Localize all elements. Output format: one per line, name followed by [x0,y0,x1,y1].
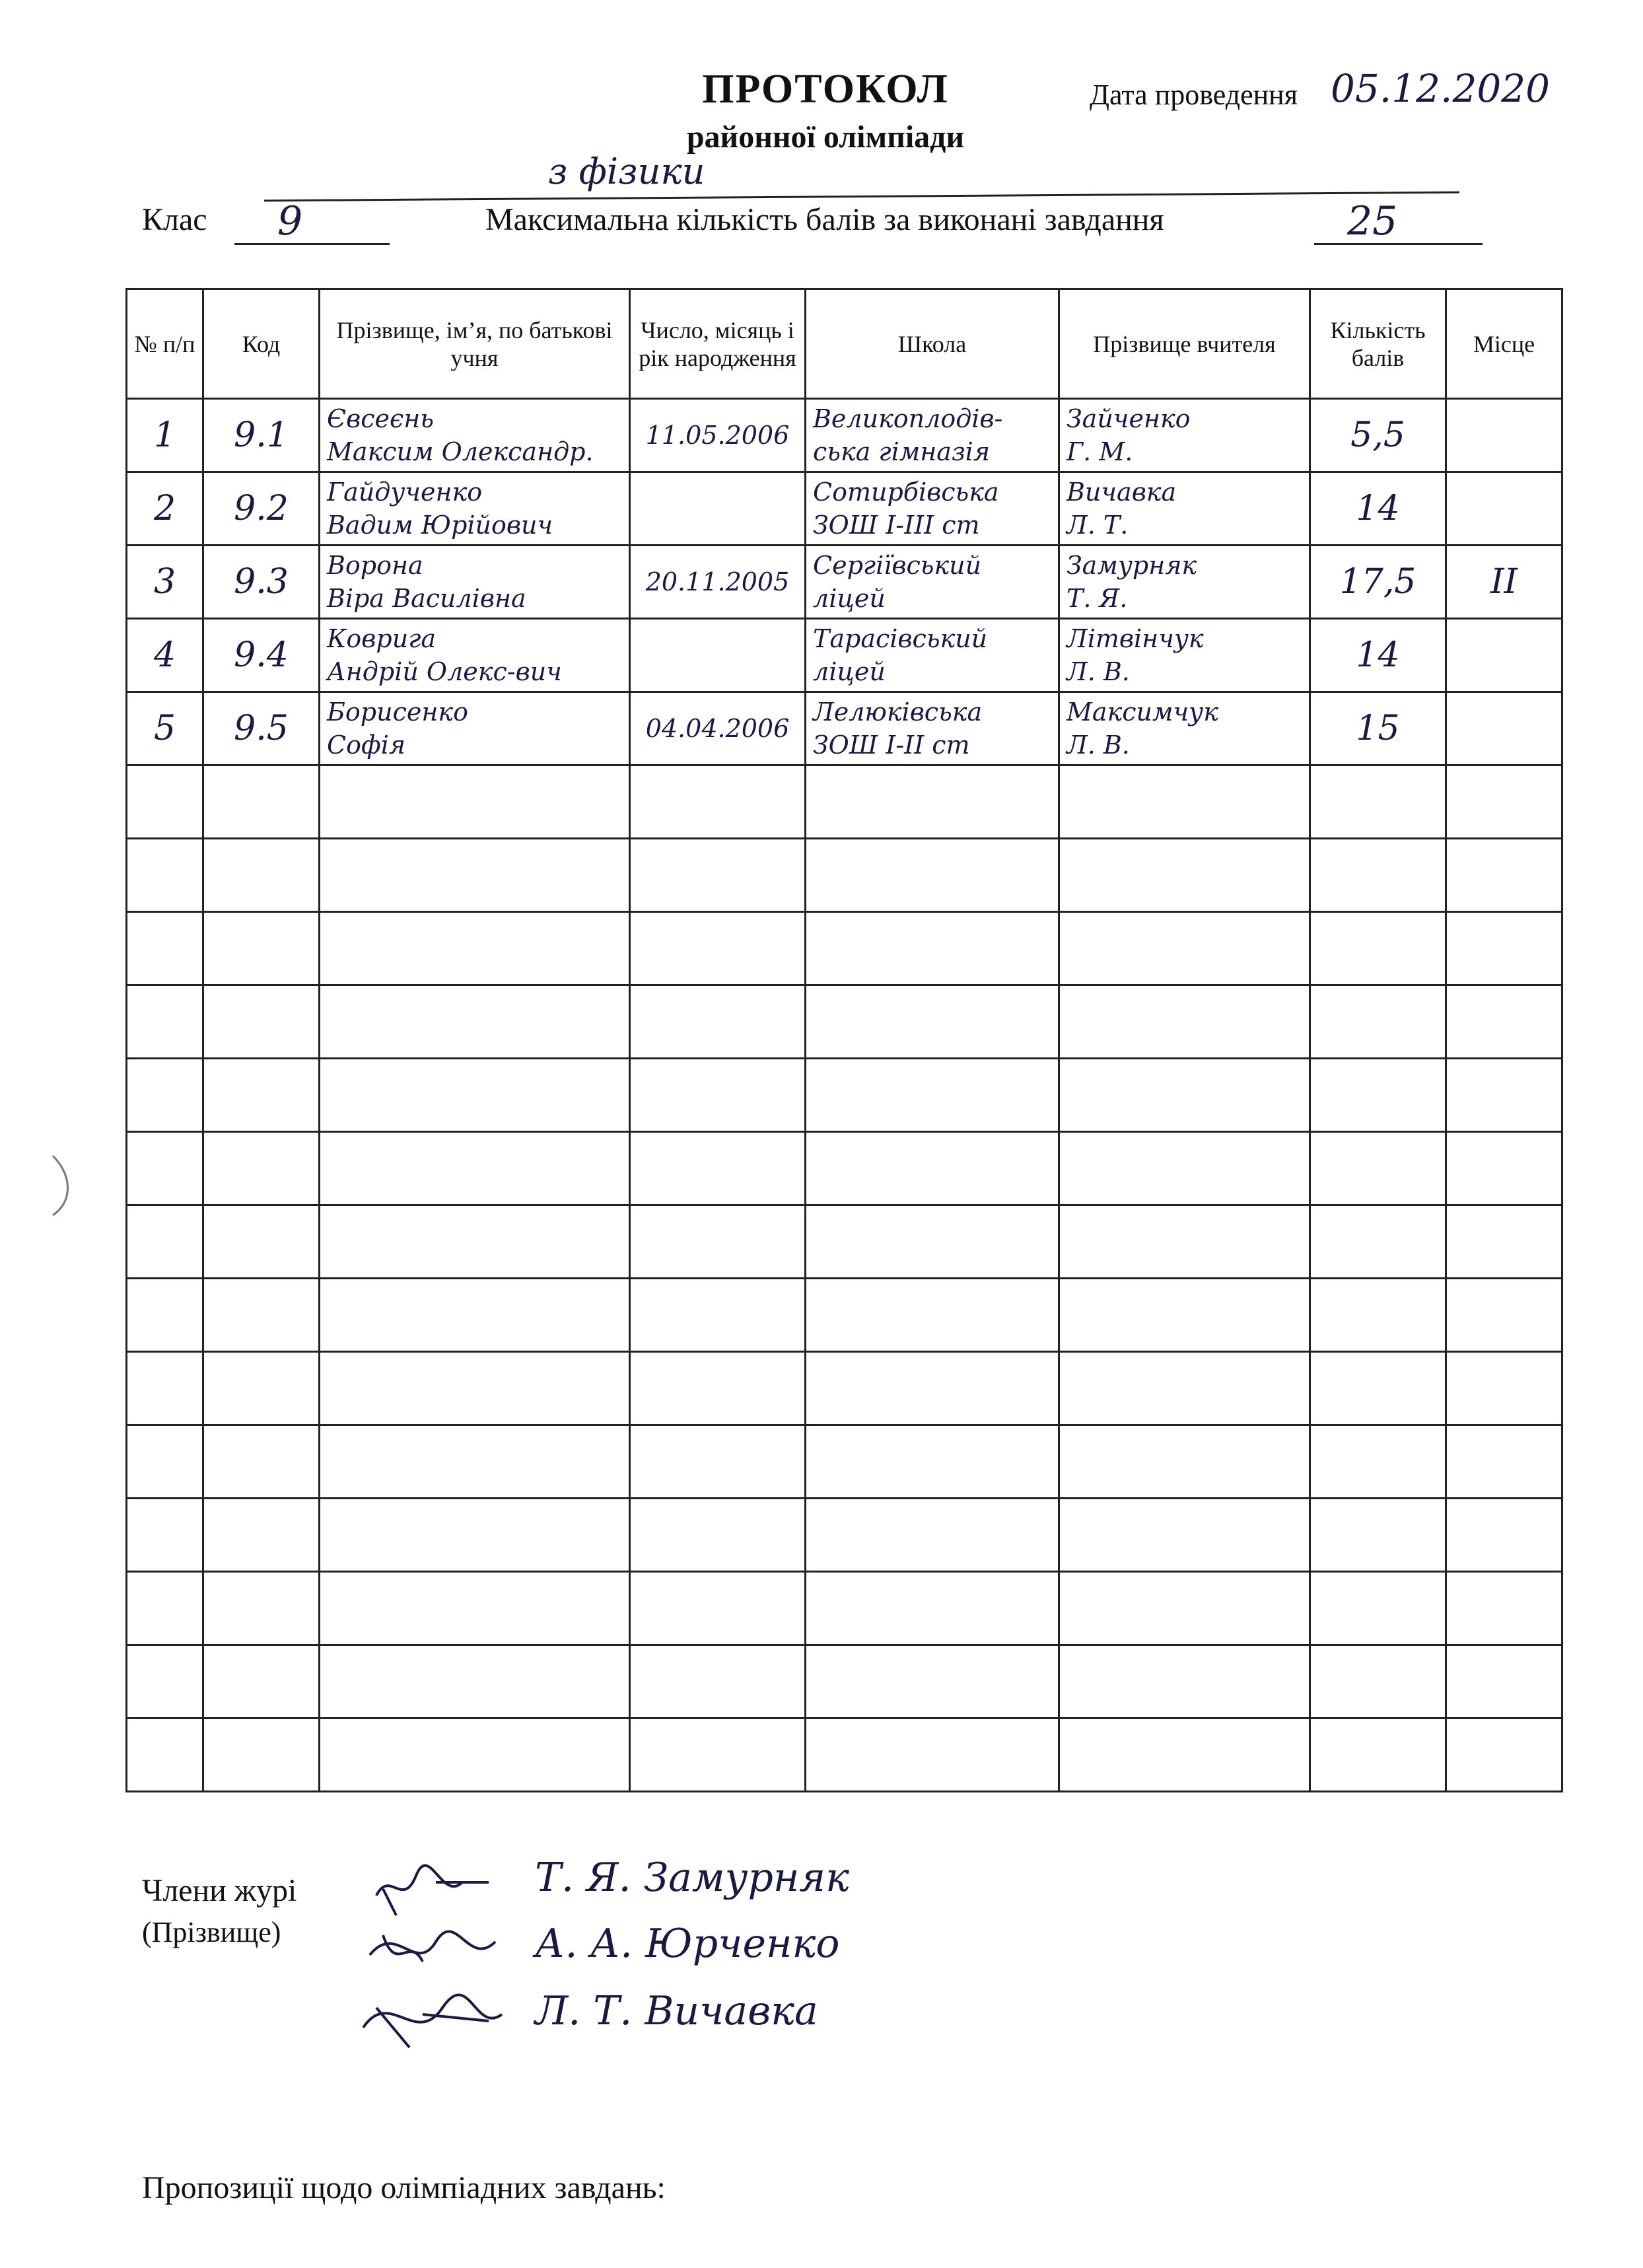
cell-dob [630,399,806,472]
cell-name-text: Борисенко [327,697,468,726]
empty-cell [1059,839,1310,912]
empty-cell [1059,1279,1310,1352]
table-row [127,985,1562,1059]
empty-cell [320,985,630,1059]
empty-cell [630,1059,806,1132]
table-row [127,765,1562,839]
empty-cell [127,1132,203,1205]
cell-num [127,692,203,765]
cell-name-text: Вадим Юрійович [327,511,553,540]
cell-name-text: Андрій Олекс-вич [327,657,562,686]
cell-teacher-text: Л. В. [1066,730,1130,760]
empty-cell [1446,1352,1562,1425]
empty-cell [1446,1499,1562,1572]
empty-cell [1310,912,1446,985]
empty-cell [127,985,203,1059]
cell-teacher-text: Л. Т. [1066,511,1129,540]
cell-name-text: Максим Олександр. [327,437,594,466]
cell-school [806,472,1059,546]
empty-cell [1059,1059,1310,1132]
table-row [127,472,1562,546]
empty-cell [1059,1719,1310,1792]
empty-cell [320,1132,630,1205]
empty-cell [320,1499,630,1572]
table-row [127,839,1562,912]
cell-dob-text: 20.11.2005 [645,567,790,596]
cell-name-text: Софія [327,730,406,760]
header-code: Код [203,289,320,399]
empty-cell [127,839,203,912]
empty-cell [630,1499,806,1572]
cell-num [127,472,203,546]
empty-cell [806,1279,1059,1352]
results-table [125,288,1563,1792]
cell-teacher [1059,399,1310,472]
empty-cell [1446,1279,1562,1352]
empty-cell [320,765,630,839]
empty-cell [1446,765,1562,839]
empty-cell [127,1645,203,1719]
max-score-label: Максимальна кількість балів за виконані завдання [485,202,1164,237]
empty-cell [1059,1352,1310,1425]
cell-teacher-text: Вичавка [1066,478,1177,507]
empty-cell [1059,985,1310,1059]
cell-num-text: 1 [153,415,176,455]
empty-cell [630,1645,806,1719]
empty-cell [1059,912,1310,985]
cell-num-text: 2 [153,489,176,528]
cell-score-text: 14 [1356,489,1400,528]
empty-cell [1446,1719,1562,1792]
table-row [127,399,1562,472]
cell-teacher-text: Г. М. [1066,437,1133,466]
cell-num [127,619,203,692]
empty-cell [127,1425,203,1499]
cell-teacher-text: Т. Я. [1066,584,1128,613]
header-name: Прізвище, ім’я, по батькові учня [320,289,630,399]
date-value: 05.12.2020 [1331,66,1551,111]
empty-cell [630,1352,806,1425]
table-row [127,1059,1562,1132]
cell-code-text: 9.5 [234,709,289,748]
cell-place [1446,692,1562,765]
cell-num-text: 3 [153,562,176,602]
table-row [127,1132,1562,1205]
cell-teacher-text: Максимчук [1066,697,1218,726]
empty-cell [1059,1572,1310,1645]
empty-cell [806,1205,1059,1279]
table-row [127,692,1562,765]
class-value: 9 [277,198,303,244]
header-place: Місце [1446,289,1562,399]
empty-cell [806,1645,1059,1719]
empty-cell [1446,912,1562,985]
empty-cell [203,765,320,839]
cell-teacher [1059,472,1310,546]
max-score-underline [1314,243,1483,245]
cell-num-text: 5 [153,709,176,748]
empty-cell [1446,1205,1562,1279]
empty-cell [1446,1645,1562,1719]
cell-name [320,399,630,472]
empty-cell [806,1719,1059,1792]
header-dob: Число, місяць і рік народження [630,289,806,399]
table-row [127,1279,1562,1352]
proposals-label: Пропозиції щодо олімпіадних завдань: [142,2170,666,2205]
cell-place [1446,619,1562,692]
empty-cell [1446,985,1562,1059]
table-row [127,1205,1562,1279]
cell-code [203,692,320,765]
empty-cell [630,1205,806,1279]
cell-teacher-text: Замурняк [1066,551,1197,580]
cell-score-text: 14 [1356,635,1400,675]
cell-teacher [1059,546,1310,619]
empty-cell [806,985,1059,1059]
cell-place [1446,546,1562,619]
empty-cell [1059,765,1310,839]
empty-cell [1059,1645,1310,1719]
cell-dob [630,472,806,546]
empty-cell [1310,1279,1446,1352]
cell-dob [630,546,806,619]
empty-cell [1310,1059,1446,1132]
empty-cell [1310,1425,1446,1499]
empty-cell [127,1352,203,1425]
cell-name-text: Гайдученко [327,478,483,507]
cell-name-text: Ворона [327,551,423,580]
cell-school-text: Сотирбівська [813,478,999,507]
empty-cell [630,1279,806,1352]
table-row [127,546,1562,619]
cell-school-text: Великоплодів- [813,404,1003,433]
empty-cell [203,985,320,1059]
cell-score [1310,692,1446,765]
cell-dob-text: 11.05.2006 [645,420,790,450]
cell-teacher-text: Зайченко [1066,404,1191,433]
cell-school-text: ська гімназія [813,437,990,466]
empty-cell [203,1205,320,1279]
empty-cell [806,765,1059,839]
empty-cell [320,1059,630,1132]
empty-cell [203,839,320,912]
empty-cell [127,765,203,839]
jury-member-2: А. А. Юрченко [535,1921,840,1967]
table-row [127,1719,1562,1792]
cell-score-text: 17,5 [1339,562,1416,602]
cell-name [320,472,630,546]
class-underline [234,243,390,245]
cell-school [806,692,1059,765]
margin-mark [40,1149,86,1222]
empty-cell [806,1572,1059,1645]
empty-cell [1310,765,1446,839]
cell-dob [630,692,806,765]
empty-cell [203,1499,320,1572]
empty-cell [806,1499,1059,1572]
document-subtitle: районної олімпіади [686,120,965,155]
header-num: № п/п [127,289,203,399]
cell-school-text: ЗОШ І-ІІ ст [813,730,970,760]
empty-cell [806,1132,1059,1205]
table-row [127,1572,1562,1645]
empty-cell [320,1719,630,1792]
empty-cell [1310,1352,1446,1425]
empty-cell [1310,1645,1446,1719]
empty-cell [806,839,1059,912]
cell-teacher-text: Літвінчук [1066,624,1204,653]
table-header-row [127,289,1562,399]
empty-cell [806,1352,1059,1425]
empty-cell [1059,1132,1310,1205]
class-label: Клас [142,202,207,237]
cell-code-text: 9.2 [234,489,289,528]
cell-name [320,546,630,619]
empty-cell [1446,1059,1562,1132]
empty-cell [127,1205,203,1279]
cell-name-text: Коврига [327,624,437,653]
cell-place-text: ІІ [1490,562,1518,602]
empty-cell [806,1425,1059,1499]
header-school: Школа [806,289,1059,399]
empty-cell [1446,1425,1562,1499]
empty-cell [630,912,806,985]
date-label: Дата проведення [1090,79,1298,111]
cell-num [127,399,203,472]
empty-cell [806,912,1059,985]
empty-cell [1059,1205,1310,1279]
jury-sublabel: (Прізвище) [142,1916,281,1948]
empty-cell [1446,1132,1562,1205]
empty-cell [320,1352,630,1425]
empty-cell [630,985,806,1059]
header-score: Кількість балів [1310,289,1446,399]
empty-cell [203,1719,320,1792]
empty-cell [203,1352,320,1425]
cell-school-text: ліцей [813,584,886,613]
cell-school-text: ЗОШ І-ІІІ ст [813,511,980,540]
document-title: ПРОТОКОЛ [702,67,949,112]
table-row [127,1425,1562,1499]
empty-cell [203,1132,320,1205]
empty-cell [127,1499,203,1572]
cell-school-text: ліцей [813,657,886,686]
cell-name-text: Євсеєнь [327,404,434,433]
cell-score [1310,399,1446,472]
jury-label: Члени журі [142,1873,297,1908]
jury-signatures [357,1856,515,2067]
empty-cell [127,1572,203,1645]
empty-cell [203,912,320,985]
max-score-value: 25 [1347,198,1398,244]
empty-cell [1059,1425,1310,1499]
cell-teacher-text: Л. В. [1066,657,1130,686]
empty-cell [1446,1572,1562,1645]
cell-place [1446,399,1562,472]
empty-cell [630,1572,806,1645]
table-row [127,912,1562,985]
cell-school-text: Сергіївський [813,551,982,580]
empty-cell [1059,1499,1310,1572]
cell-score [1310,472,1446,546]
table-row [127,1499,1562,1572]
cell-num [127,546,203,619]
cell-score [1310,619,1446,692]
subject-underline [264,192,1459,202]
cell-dob-text: 04.04.2006 [645,713,790,743]
cell-code [203,619,320,692]
jury-member-1: Т. Я. Замурняк [535,1855,849,1901]
empty-cell [203,1279,320,1352]
empty-cell [1310,1132,1446,1205]
cell-place [1446,472,1562,546]
empty-cell [1310,985,1446,1059]
cell-code-text: 9.1 [234,415,289,455]
empty-cell [630,1425,806,1499]
empty-cell [127,1059,203,1132]
empty-cell [320,912,630,985]
cell-school-text: Тарасівський [813,624,988,653]
empty-cell [203,1572,320,1645]
empty-cell [630,1132,806,1205]
empty-cell [630,1719,806,1792]
cell-code [203,472,320,546]
table-row [127,1352,1562,1425]
cell-code [203,546,320,619]
empty-cell [127,912,203,985]
empty-cell [1310,1205,1446,1279]
olympiad-subject: з фізики [548,151,705,192]
empty-cell [1310,1499,1446,1572]
table-row [127,619,1562,692]
empty-cell [1310,1572,1446,1645]
empty-cell [203,1059,320,1132]
cell-name-text: Віра Василівна [327,584,526,613]
cell-teacher [1059,619,1310,692]
cell-school [806,619,1059,692]
cell-score [1310,546,1446,619]
empty-cell [320,839,630,912]
jury-member-3: Л. Т. Вичавка [535,1988,818,2034]
cell-code-text: 9.4 [234,635,289,675]
table-row [127,1645,1562,1719]
empty-cell [320,1425,630,1499]
empty-cell [1310,839,1446,912]
empty-cell [806,1059,1059,1132]
cell-teacher [1059,692,1310,765]
empty-cell [320,1279,630,1352]
cell-dob [630,619,806,692]
empty-cell [127,1719,203,1792]
cell-name [320,692,630,765]
cell-code [203,399,320,472]
cell-school [806,546,1059,619]
cell-score-text: 5,5 [1350,415,1405,455]
empty-cell [630,765,806,839]
empty-cell [320,1205,630,1279]
empty-cell [127,1279,203,1352]
empty-cell [630,839,806,912]
empty-cell [203,1645,320,1719]
empty-cell [320,1645,630,1719]
empty-cell [320,1572,630,1645]
empty-cell [203,1425,320,1499]
empty-cell [1310,1719,1446,1792]
cell-score-text: 15 [1356,709,1400,748]
cell-name [320,619,630,692]
cell-num-text: 4 [153,635,176,675]
cell-school [806,399,1059,472]
cell-code-text: 9.3 [234,562,289,602]
empty-cell [1446,839,1562,912]
cell-school-text: Лелюківська [813,697,983,726]
header-teacher: Прізвище вчителя [1059,289,1310,399]
